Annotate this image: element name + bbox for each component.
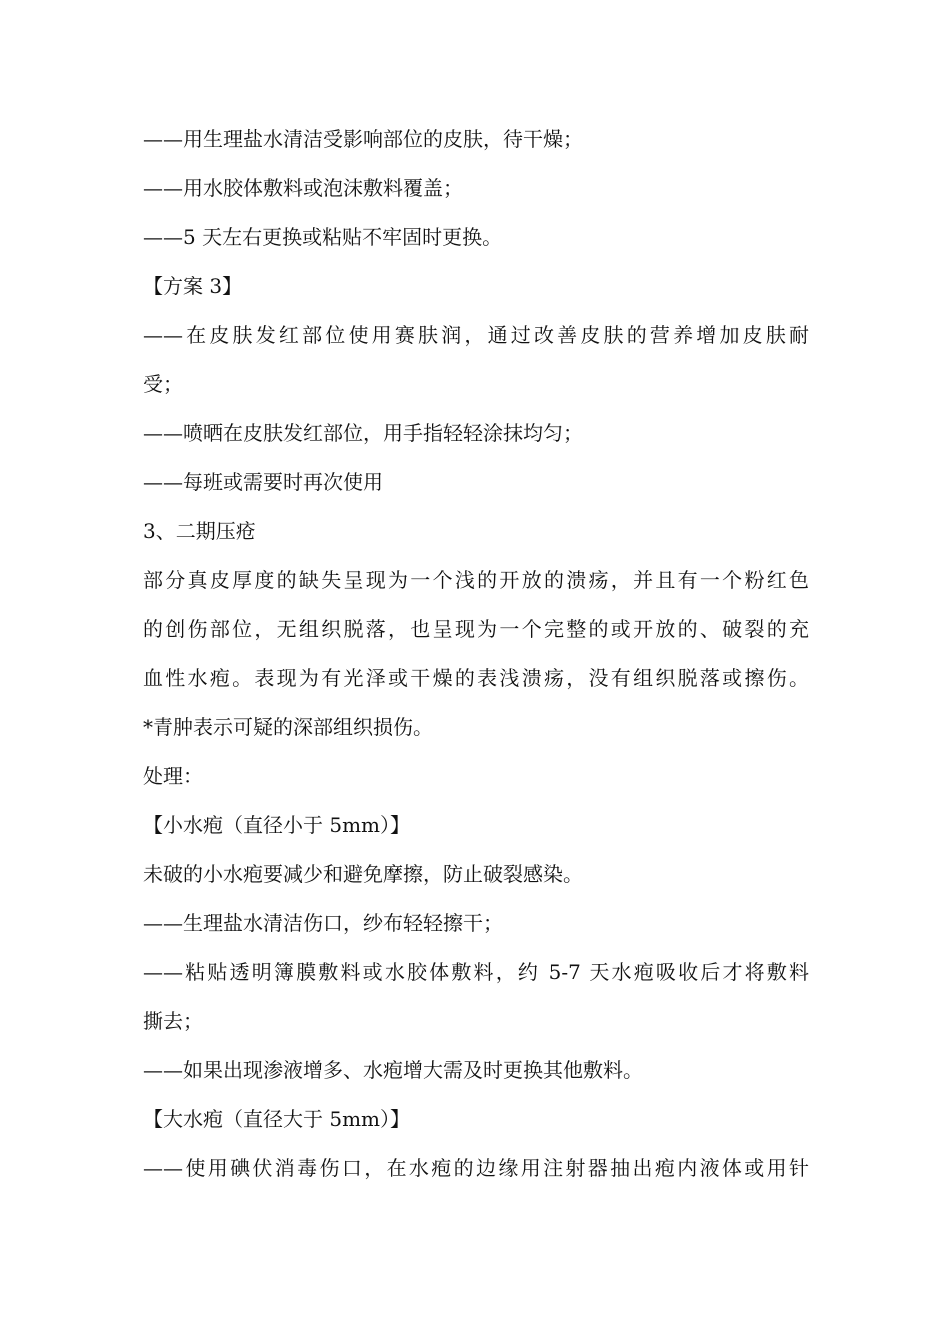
- paragraph-line: 部分真皮厚度的缺失呈现为一个浅的开放的溃疡，并且有一个粉红色: [143, 568, 809, 592]
- text-line: 撕去；: [143, 1009, 203, 1033]
- paragraph-line: 的创伤部位，无组织脱落，也呈现为一个完整的或开放的、破裂的充: [143, 617, 809, 641]
- section-heading: 3、二期压疮: [143, 519, 256, 543]
- text-line: ——5 天左右更换或粘贴不牢固时更换。: [143, 225, 503, 249]
- text-line: ——喷晒在皮肤发红部位，用手指轻轻涂抹均匀；: [143, 421, 583, 445]
- text-line: 受；: [143, 372, 183, 396]
- document-page: [143, 115, 809, 1193]
- text-line: ——用生理盐水清洁受影响部位的皮肤，待干燥；: [143, 127, 583, 151]
- paragraph-line: 血性水疱。表现为有光泽或干燥的表浅溃疡，没有组织脱落或擦伤。: [143, 666, 809, 690]
- text-line: ——如果出现渗液增多、水疱增大需及时更换其他敷料。: [143, 1058, 643, 1082]
- text-line: ——使用碘伏消毒伤口，在水疱的边缘用注射器抽出疱内液体或用针: [143, 1156, 809, 1180]
- text-line: ——粘贴透明簿膜敷料或水胶体敷料，约 5-7 天水疱吸收后才将敷料: [143, 960, 809, 984]
- section-heading: 【小水疱（直径小于 5mm）】: [143, 813, 411, 837]
- text-line: ——在皮肤发红部位使用赛肤润，通过改善皮肤的营养增加皮肤耐: [143, 323, 809, 347]
- text-line: ——用水胶体敷料或泡沫敷料覆盖；: [143, 176, 463, 200]
- text-line: ——生理盐水清洁伤口，纱布轻轻擦干；: [143, 911, 503, 935]
- text-line: 未破的小水疱要减少和避免摩擦，防止破裂感染。: [143, 862, 583, 886]
- section-heading: 【大水疱（直径大于 5mm）】: [143, 1107, 411, 1131]
- text-line: 处理：: [143, 764, 203, 788]
- text-line: ——每班或需要时再次使用: [143, 470, 383, 494]
- paragraph-line: *青肿表示可疑的深部组织损伤。: [143, 715, 433, 739]
- section-heading: 【方案 3】: [143, 274, 243, 298]
